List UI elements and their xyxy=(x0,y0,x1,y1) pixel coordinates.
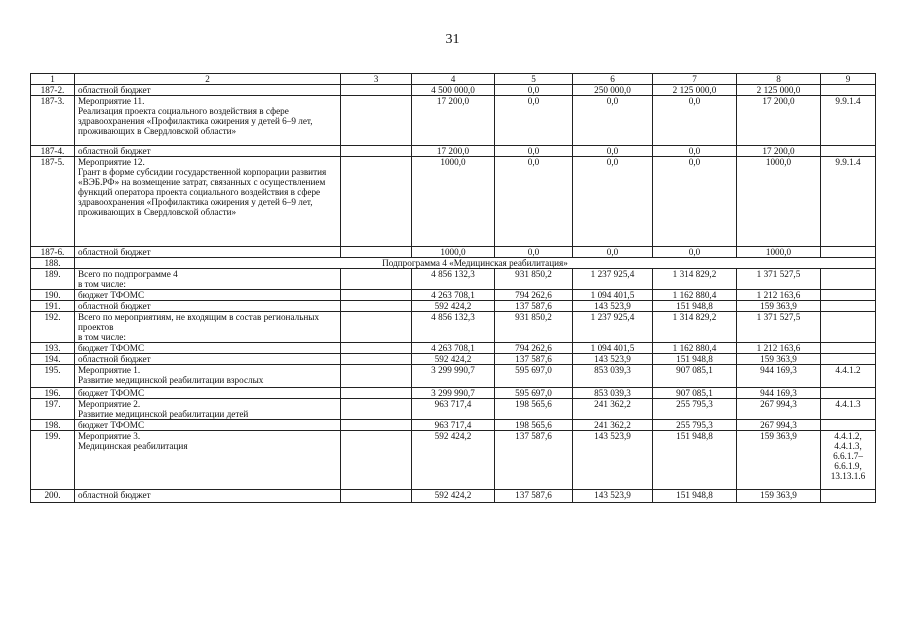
value-cell-col6: 0,0 xyxy=(573,157,653,247)
column-3-cell xyxy=(341,420,412,431)
column-header: 4 xyxy=(412,74,495,85)
table-row xyxy=(31,312,876,343)
reference-cell: 9.9.1.4 xyxy=(821,96,876,146)
row-number-cell: 187-6. xyxy=(31,247,75,258)
value-cell-col5: 931 850,2 xyxy=(495,269,573,290)
row-number-cell: 193. xyxy=(31,343,75,354)
value-cell-col8: 2 125 000,0 xyxy=(737,85,821,96)
reference-cell xyxy=(821,354,876,365)
value-cell-col5: 0,0 xyxy=(495,146,573,157)
value-cell-col7: 255 795,3 xyxy=(653,420,737,431)
table-row xyxy=(31,290,876,301)
value-cell-col5: 794 262,6 xyxy=(495,343,573,354)
value-cell-col4: 963 717,4 xyxy=(412,420,495,431)
value-cell-col7: 1 314 829,2 xyxy=(653,312,737,343)
column-3-cell xyxy=(341,365,412,388)
column-3-cell xyxy=(341,388,412,399)
table-row xyxy=(31,420,876,431)
value-cell-col8: 1000,0 xyxy=(737,247,821,258)
value-cell-col7: 1 314 829,2 xyxy=(653,269,737,290)
row-label-cell: бюджет ТФОМС xyxy=(75,420,341,431)
value-cell-col4: 3 299 990,7 xyxy=(412,388,495,399)
value-cell-col8: 1 371 527,5 xyxy=(737,269,821,290)
value-cell-col8: 159 363,9 xyxy=(737,354,821,365)
reference-cell xyxy=(821,343,876,354)
value-cell-col6: 0,0 xyxy=(573,146,653,157)
table-row xyxy=(31,343,876,354)
value-cell-col4: 592 424,2 xyxy=(412,301,495,312)
value-cell-col5: 198 565,6 xyxy=(495,420,573,431)
reference-cell: 4.4.1.2 xyxy=(821,365,876,388)
value-cell-col8: 1 212 163,6 xyxy=(737,343,821,354)
column-3-cell xyxy=(341,157,412,247)
value-cell-col5: 0,0 xyxy=(495,157,573,247)
value-cell-col4: 4 500 000,0 xyxy=(412,85,495,96)
column-3-cell xyxy=(341,354,412,365)
reference-cell xyxy=(821,420,876,431)
value-cell-col4: 963 717,4 xyxy=(412,399,495,420)
column-3-cell xyxy=(341,343,412,354)
column-header: 7 xyxy=(653,74,737,85)
table-row xyxy=(31,269,876,290)
row-label-cell: бюджет ТФОМС xyxy=(75,388,341,399)
row-number-cell: 199. xyxy=(31,431,75,490)
value-cell-col5: 137 587,6 xyxy=(495,490,573,503)
value-cell-col4: 4 856 132,3 xyxy=(412,312,495,343)
value-cell-col5: 137 587,6 xyxy=(495,354,573,365)
row-label-cell: Мероприятие 2. Развитие медицинской реабилитации детей xyxy=(75,399,341,420)
table-header-row xyxy=(31,74,876,85)
row-number-cell: 187-5. xyxy=(31,157,75,247)
column-3-cell xyxy=(341,290,412,301)
row-number-cell: 198. xyxy=(31,420,75,431)
table-row xyxy=(31,157,876,247)
reference-cell: 9.9.1.4 xyxy=(821,157,876,247)
value-cell-col7: 0,0 xyxy=(653,247,737,258)
column-3-cell xyxy=(341,269,412,290)
column-header: 8 xyxy=(737,74,821,85)
value-cell-col7: 151 948,8 xyxy=(653,301,737,312)
row-number-cell: 200. xyxy=(31,490,75,503)
value-cell-col6: 1 094 401,5 xyxy=(573,343,653,354)
value-cell-col7: 151 948,8 xyxy=(653,490,737,503)
value-cell-col4: 592 424,2 xyxy=(412,431,495,490)
value-cell-col7: 0,0 xyxy=(653,157,737,247)
value-cell-col7: 0,0 xyxy=(653,146,737,157)
value-cell-col6: 250 000,0 xyxy=(573,85,653,96)
reference-cell xyxy=(821,146,876,157)
column-header: 6 xyxy=(573,74,653,85)
page-number: 31 xyxy=(445,32,460,47)
column-3-cell xyxy=(341,490,412,503)
value-cell-col5: 595 697,0 xyxy=(495,388,573,399)
value-cell-col8: 159 363,9 xyxy=(737,301,821,312)
table-row xyxy=(31,146,876,157)
value-cell-col4: 4 263 708,1 xyxy=(412,343,495,354)
row-label-cell: бюджет ТФОМС xyxy=(75,290,341,301)
column-3-cell xyxy=(341,431,412,490)
reference-cell: 4.4.1.3 xyxy=(821,399,876,420)
value-cell-col7: 255 795,3 xyxy=(653,399,737,420)
table-row xyxy=(31,388,876,399)
value-cell-col5: 198 565,6 xyxy=(495,399,573,420)
row-number-cell: 187-4. xyxy=(31,146,75,157)
row-label-cell: областной бюджет xyxy=(75,490,341,503)
value-cell-col7: 151 948,8 xyxy=(653,354,737,365)
row-number-cell: 195. xyxy=(31,365,75,388)
value-cell-col6: 1 094 401,5 xyxy=(573,290,653,301)
table-row xyxy=(31,431,876,490)
value-cell-col5: 0,0 xyxy=(495,247,573,258)
value-cell-col6: 241 362,2 xyxy=(573,420,653,431)
row-label-cell: областной бюджет xyxy=(75,301,341,312)
row-label-cell: Всего по подпрограмме 4 в том числе: xyxy=(75,269,341,290)
value-cell-col6: 1 237 925,4 xyxy=(573,269,653,290)
value-cell-col4: 17 200,0 xyxy=(412,146,495,157)
table-row xyxy=(31,247,876,258)
value-cell-col6: 1 237 925,4 xyxy=(573,312,653,343)
column-header: 3 xyxy=(341,74,412,85)
column-header: 1 xyxy=(31,74,75,85)
column-3-cell xyxy=(341,146,412,157)
value-cell-col8: 267 994,3 xyxy=(737,399,821,420)
value-cell-col5: 794 262,6 xyxy=(495,290,573,301)
reference-cell xyxy=(821,301,876,312)
value-cell-col7: 151 948,8 xyxy=(653,431,737,490)
value-cell-col5: 0,0 xyxy=(495,85,573,96)
column-3-cell xyxy=(341,312,412,343)
row-number-cell: 192. xyxy=(31,312,75,343)
value-cell-col6: 0,0 xyxy=(573,96,653,146)
value-cell-col6: 143 523,9 xyxy=(573,431,653,490)
value-cell-col7: 1 162 880,4 xyxy=(653,343,737,354)
value-cell-col8: 17 200,0 xyxy=(737,96,821,146)
value-cell-col8: 1 212 163,6 xyxy=(737,290,821,301)
value-cell-col6: 143 523,9 xyxy=(573,354,653,365)
value-cell-col6: 143 523,9 xyxy=(573,301,653,312)
value-cell-col4: 4 856 132,3 xyxy=(412,269,495,290)
value-cell-col7: 0,0 xyxy=(653,96,737,146)
row-label-cell: Мероприятие 1. Развитие медицинской реабилитации взрослых xyxy=(75,365,341,388)
row-number-cell: 194. xyxy=(31,354,75,365)
value-cell-col4: 1000,0 xyxy=(412,247,495,258)
value-cell-col4: 592 424,2 xyxy=(412,354,495,365)
value-cell-col8: 944 169,3 xyxy=(737,388,821,399)
value-cell-col8: 1000,0 xyxy=(737,157,821,247)
row-label-cell: областной бюджет xyxy=(75,247,341,258)
reference-cell xyxy=(821,490,876,503)
value-cell-col6: 0,0 xyxy=(573,247,653,258)
value-cell-col8: 17 200,0 xyxy=(737,146,821,157)
table-row xyxy=(31,96,876,146)
column-header: 9 xyxy=(821,74,876,85)
reference-cell xyxy=(821,247,876,258)
value-cell-col6: 241 362,2 xyxy=(573,399,653,420)
column-3-cell xyxy=(341,301,412,312)
row-label-cell: областной бюджет xyxy=(75,85,341,96)
row-label-cell: областной бюджет xyxy=(75,146,341,157)
row-label-cell: областной бюджет xyxy=(75,354,341,365)
subprogram-title-cell: Подпрограмма 4 «Медицинская реабилитация» xyxy=(75,258,876,269)
value-cell-col8: 159 363,9 xyxy=(737,431,821,490)
row-number-cell: 191. xyxy=(31,301,75,312)
row-number-cell: 187-2. xyxy=(31,85,75,96)
value-cell-col5: 137 587,6 xyxy=(495,301,573,312)
value-cell-col7: 1 162 880,4 xyxy=(653,290,737,301)
row-label-cell: бюджет ТФОМС xyxy=(75,343,341,354)
value-cell-col8: 159 363,9 xyxy=(737,490,821,503)
reference-cell xyxy=(821,312,876,343)
budget-table xyxy=(30,73,876,503)
value-cell-col6: 143 523,9 xyxy=(573,490,653,503)
row-number-cell: 196. xyxy=(31,388,75,399)
row-label-cell: Мероприятие 3. Медицинская реабилитация xyxy=(75,431,341,490)
value-cell-col4: 4 263 708,1 xyxy=(412,290,495,301)
value-cell-col5: 137 587,6 xyxy=(495,431,573,490)
row-label-cell: Всего по мероприятиям, не входящим в состав региональных проектов в том числе: xyxy=(75,312,341,343)
value-cell-col8: 944 169,3 xyxy=(737,365,821,388)
row-label-cell: Мероприятие 12. Грант в форме субсидии государственной корпорации развития «ВЭБ.РФ» на возмещение затрат, связанных с осуществлением функций оператора проекта социального воздействия в сфере здравоохранения «Профилактика ожирения у детей 6–9 лет, проживающих в Свердловской области» xyxy=(75,157,341,247)
row-number-cell: 187-3. xyxy=(31,96,75,146)
value-cell-col8: 267 994,3 xyxy=(737,420,821,431)
row-number-cell: 188. xyxy=(31,258,75,269)
column-3-cell xyxy=(341,85,412,96)
value-cell-col7: 907 085,1 xyxy=(653,365,737,388)
table-row xyxy=(31,354,876,365)
value-cell-col5: 595 697,0 xyxy=(495,365,573,388)
table-row xyxy=(31,399,876,420)
table-row xyxy=(31,365,876,388)
column-3-cell xyxy=(341,96,412,146)
column-header: 5 xyxy=(495,74,573,85)
row-label-cell: Мероприятие 11. Реализация проекта социального воздействия в сфере здравоохранения «Профилактика ожирения у детей 6–9 лет, проживающих в Свердловской области» xyxy=(75,96,341,146)
value-cell-col8: 1 371 527,5 xyxy=(737,312,821,343)
reference-cell: 4.4.1.2, 4.4.1.3, 6.6.1.7– 6.6.1.9, 13.13.1.6 xyxy=(821,431,876,490)
row-number-cell: 190. xyxy=(31,290,75,301)
value-cell-col7: 2 125 000,0 xyxy=(653,85,737,96)
value-cell-col5: 0,0 xyxy=(495,96,573,146)
value-cell-col4: 592 424,2 xyxy=(412,490,495,503)
table-row xyxy=(31,301,876,312)
row-number-cell: 197. xyxy=(31,399,75,420)
value-cell-col6: 853 039,3 xyxy=(573,365,653,388)
column-header: 2 xyxy=(75,74,341,85)
value-cell-col4: 3 299 990,7 xyxy=(412,365,495,388)
row-number-cell: 189. xyxy=(31,269,75,290)
reference-cell xyxy=(821,388,876,399)
reference-cell xyxy=(821,269,876,290)
value-cell-col5: 931 850,2 xyxy=(495,312,573,343)
column-3-cell xyxy=(341,399,412,420)
value-cell-col6: 853 039,3 xyxy=(573,388,653,399)
reference-cell xyxy=(821,85,876,96)
reference-cell xyxy=(821,290,876,301)
column-3-cell xyxy=(341,247,412,258)
table-row xyxy=(31,258,876,269)
table-row xyxy=(31,85,876,96)
value-cell-col4: 17 200,0 xyxy=(412,96,495,146)
value-cell-col7: 907 085,1 xyxy=(653,388,737,399)
value-cell-col4: 1000,0 xyxy=(412,157,495,247)
table-row xyxy=(31,490,876,503)
